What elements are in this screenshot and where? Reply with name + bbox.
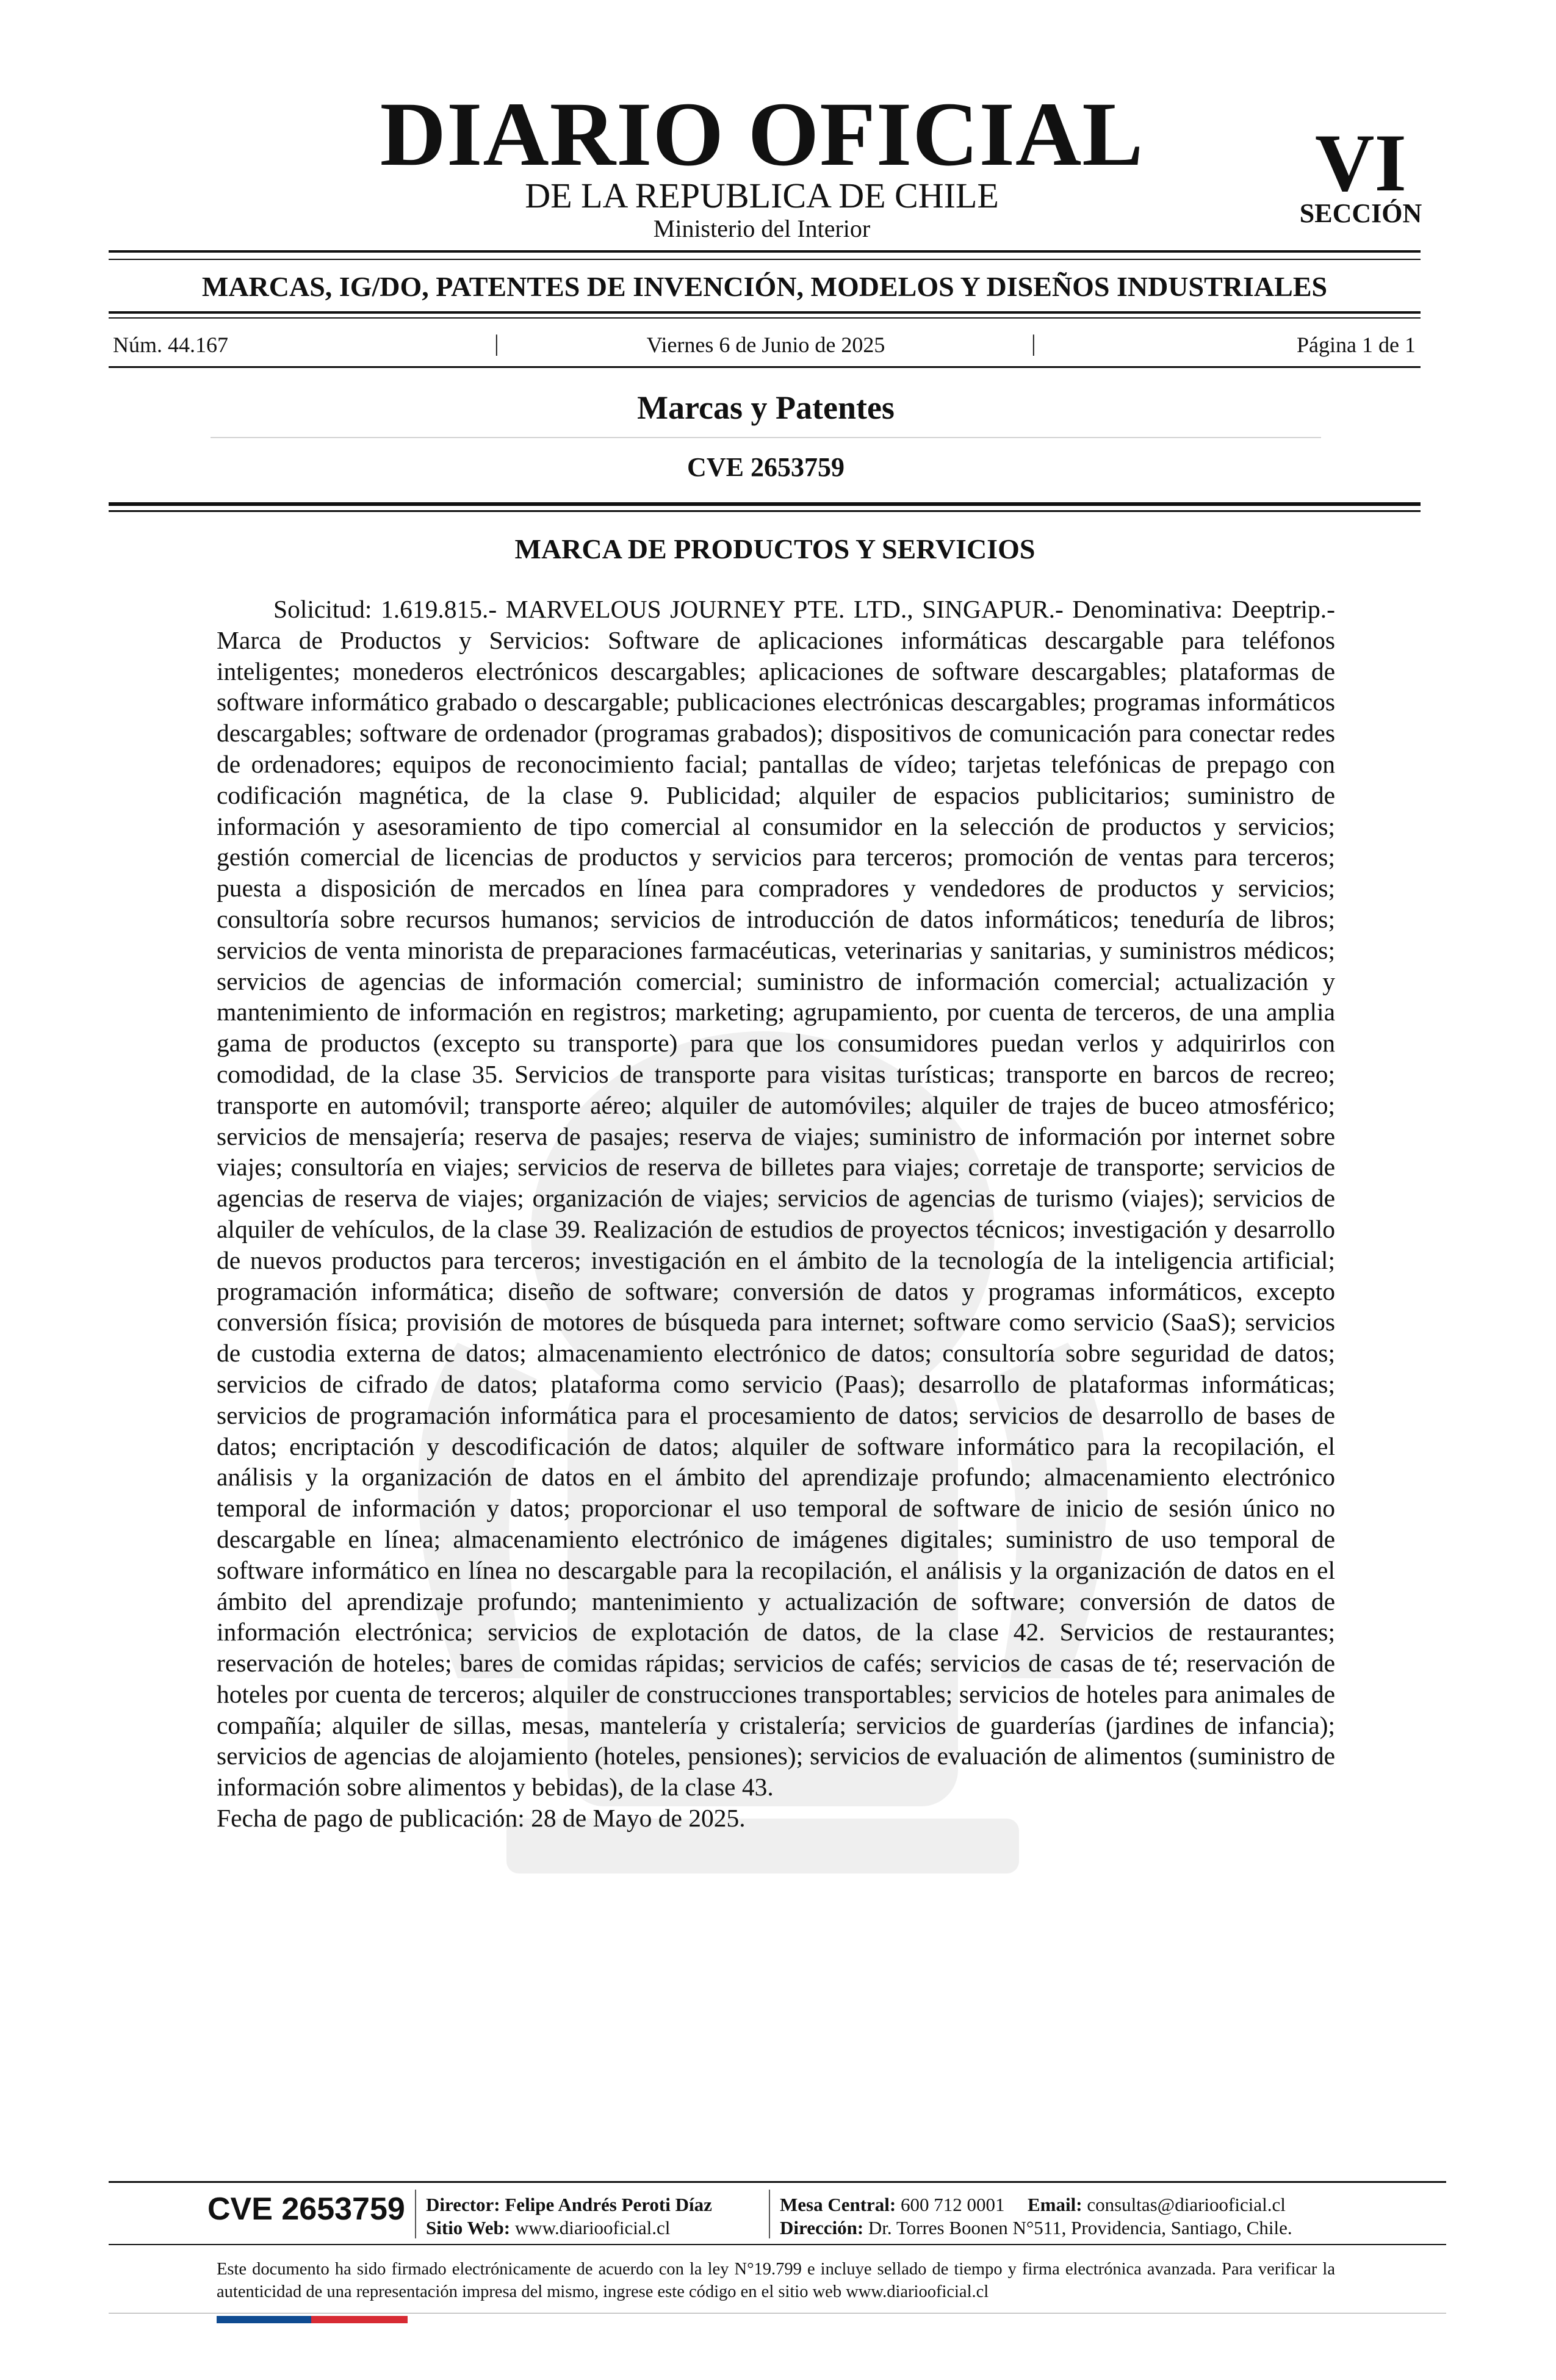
footer-cve-code: CVE 2653759 [207,2191,405,2227]
issue-separator: | [494,331,499,356]
flag-stripe-blue [217,2316,311,2323]
address-value: Dr. Torres Boonen N°511, Providencia, Santiago, Chile. [868,2217,1292,2238]
footer-rule [109,2244,1446,2245]
category-heading: MARCAS, IG/DO, PATENTES DE INVENCIÓN, MODELOS Y DISEÑOS INDUSTRIALES [201,271,1328,302]
director-name: Felipe Andrés Peroti Díaz [505,2194,712,2215]
header-rule [109,250,1421,253]
site-label: Sitio Web: [426,2217,511,2238]
footer-contact [780,2193,1286,2216]
ministry-label: Ministerio del Interior [653,215,871,242]
header-rule [109,311,1421,314]
footer-rule [109,2181,1446,2183]
footer-address [780,2216,1292,2240]
document-heading: MARCA DE PRODUCTOS Y SERVICIOS [514,533,1036,564]
signature-notice: Este documento ha sido firmado electrónicamente de acuerdo con la ley N°19.799 e incluye sellado de tiempo y firma electrónica avanzada. Para verificar la autenticidad de una representación impresa del mismo, ingrese este código en el sitio web www.diariooficial.cl [217,2260,1335,2301]
footer-director [426,2193,712,2216]
mesa-phone: 600 712 0001 [901,2194,1005,2215]
payment-date: Fecha de pago de publicación: 28 de Mayo de 2025. [217,1804,746,1833]
site-link[interactable]: www.diariooficial.cl [514,2217,671,2238]
body-paragraph: Solicitud: 1.619.815.- MARVELOUS JOURNEY PTE. LTD., SINGAPUR.- Denominativa: Deeptrip.- Marca de Productos y Servicios: Software de aplicaciones informáticas descargable para teléfonos inteligentes; monederos electrónicos descargables; aplicaciones de software descargables; plataformas de software informático grabado o descargable; publicaciones electrónicas descargables; programas informáticos descargables; software de ordenador (programas grabados); dispositivos de comunicación para conectar redes de ordenadores; equipos de reconocimiento facial; pantallas de vídeo; tarjetas telefónicas de prepago con codificación magnética, de la clase 9. Publicidad; alquiler de espacios publicitarios; suministro de información y asesoramiento de tipo comercial al consumidor en la selección de productos y servicios; gestión comercial de licencias de productos y servicios para terceros; promoción de ventas para terceros; puesta a disposición de mercados en línea para compradores y vendedores de productos y servicios; consultoría sobre recursos humanos; servicios de introducción de datos informáticos; teneduría de libros; servicios de venta minorista de preparaciones farmacéuticas, veterinarias y sanitarias, y suministros médicos; servicios de agencias de información comercial; suministro de información comercial; actualización y mantenimiento de información en registros; marketing; agrupamiento, por cuenta de terceros, de una amplia gama de productos (excepto su transporte) para que los consumidores puedan verlos y adquirirlos con comodidad, de la clase 35. Servicios de transporte para visitas turísticas; transporte en barcos de recreo; transporte en automóvil; transporte aéreo; alquiler de automóviles; alquiler de trajes de buceo atmosférico; servicios de mensajería; reserva de pasajes; reserva de viajes; suministro de información por internet sobre viajes; consultoría en viajes; servicios de reserva de billetes para viajes; corretaje de transporte; servicios de agencias de reserva de viajes; organización de viajes; servicios de agencias de turismo (viajes); servicios de alquiler de vehículos, de la clase 39. Realización de estudios de proyectos técnicos; investigación y desarrollo de nuevos productos para terceros; investigación en el ámbito de la tecnología de la inteligencia artificial; programación informática; diseño de software; conversión de datos y programas informáticos, excepto conversión física; provisión de motores de búsqueda para internet; software como servicio (SaaS); servicios de custodia externa de datos; almacenamiento electrónico de datos; consultoría sobre seguridad de datos; servicios de cifrado de datos; plataforma como servicio (Paas); desarrollo de plataformas informáticas; servicios de programación informática para el procesamiento de datos; servicios de desarrollo de bases de datos; encriptación y descodificación de datos; alquiler de software informático para la recopilación, el análisis y la organización de datos en el ámbito del aprendizaje profundo; almacenamiento electrónico temporal de información y datos; proporcionar el uso temporal de software de inicio de sesión único no descargable en línea; almacenamiento electrónico de imágenes digitales; suministro de uso temporal de software informático en línea no descargable para la recopilación, el análisis y la organización de datos en el ámbito del aprendizaje profundo; mantenimiento y actualización de software; conversión de datos de información electrónica; servicios de explotación de datos, de la clase 42. Servicios de restaurantes; reservación de hoteles; bares de comidas rápidas; servicios de cafés; servicios de casas de té; reservación de hoteles por cuenta de terceros; alquiler de construcciones transportables; servicios de hoteles para animales de compañía; alquiler de sillas, mesas, mantelería y cristalería; servicios de guarderías (jardines de infancia); servicios de agencias de alojamiento (hoteles, pensiones); servicios de evaluación de alimentos (suministro de información sobre alimentos y bebidas), de la clase 43. [217,595,1335,1801]
section-rule [109,510,1421,512]
section-divider [211,437,1321,438]
email-label: Email: [1028,2194,1082,2215]
issue-separator: | [1031,331,1036,356]
newspaper-subtitle: DE LA REPUBLICA DE CHILE [525,176,999,215]
header-rule [109,259,1421,260]
footer-divider [769,2190,770,2238]
section-number: VI [1314,118,1407,209]
director-label: Director: [426,2194,500,2215]
footer-divider [415,2190,416,2238]
section-heading: Marcas y Patentes [637,389,895,426]
page-count: Página 1 de 1 [1297,333,1416,357]
issue-number: Núm. 44.167 [113,333,228,357]
cve-code: CVE 2653759 [687,452,845,482]
document-body [217,594,1335,1834]
section-rule [109,502,1421,506]
address-label: Dirección: [780,2217,864,2238]
header-rule [109,317,1421,319]
issue-rule [109,366,1421,368]
issue-date: Viernes 6 de Junio de 2025 [646,333,885,357]
mesa-label: Mesa Central: [780,2194,896,2215]
newspaper-title: DIARIO OFICIAL [380,84,1144,185]
section-label: SECCIÓN [1299,198,1422,228]
flag-stripe-red [311,2316,408,2323]
email-link[interactable]: consultas@diariooficial.cl [1087,2194,1286,2215]
footer-website [426,2216,670,2240]
